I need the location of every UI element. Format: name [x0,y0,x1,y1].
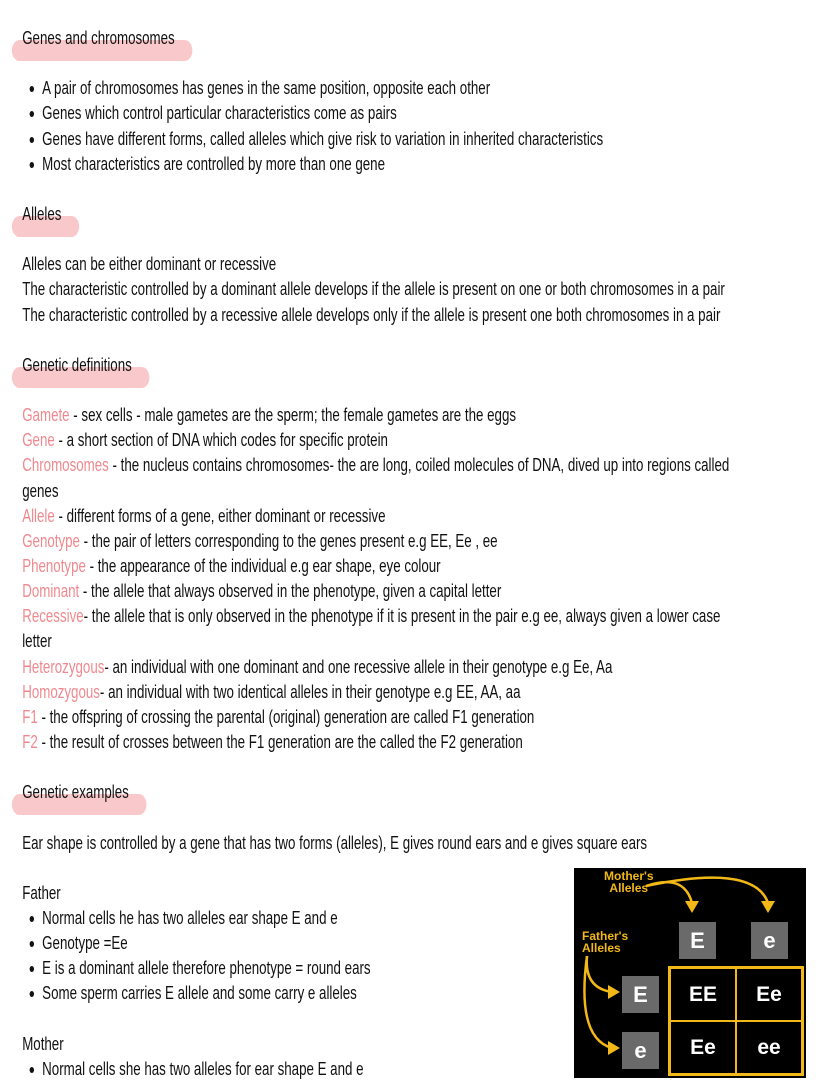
definition-text: - the result of crosses between the F1 generation are the called the F2 generation [37,731,523,752]
mother-allele-box: E [679,922,716,959]
definition-text: - the offspring of crossing the parental (original) generation are called F1 generation [37,706,535,727]
definition-term: Recessive [22,606,84,627]
definition-item [0,529,828,554]
section-heading: Genetic examples [0,780,828,805]
definition-term: Dominant [22,581,80,602]
bullet-icon [30,86,34,92]
definition-item [0,680,828,705]
definition-text: - different forms of a gene, either dominant or recessive [54,505,386,526]
definition-item [0,403,828,428]
definition-text: - the allele that is only observed in the phenotype if it is present in the pair e.g ee, always given a lower case [83,606,721,627]
definition-continuation: genes [22,480,59,501]
text-line: Ear shape is controlled by a gene that has two forms (alleles), E gives round ears and e gives square ears [22,832,648,853]
bullet-item: Normal cells she has two alleles for ear shape E and e [0,1057,828,1082]
bullet-icon [30,137,34,143]
definition-item [0,504,828,529]
definition-item [0,453,828,478]
definition-term: F2 [22,731,38,752]
definition-text: - sex cells - male gametes are the sperm; the female gametes are the eggs [69,405,517,426]
definition-item [0,730,828,755]
bullet-icon [30,941,34,947]
bullet-icon [30,991,34,997]
bullet-icon [30,966,34,972]
fathers-alleles-label: Father's Alleles [582,929,629,955]
mother-allele-box: e [751,922,788,959]
text-line: The characteristic controlled by a dominant allele develops if the allele is present on one or both chromosomes in a pair [22,279,725,300]
father-allele-box: E [622,976,659,1013]
definition-item [0,428,828,453]
bullet-icon [30,1067,34,1073]
bullet-item: Genes have different forms, called alleles which give risk to variation in inherited characteristics [0,127,828,152]
bullet-item: Genotype =Ee [0,931,828,956]
bullet-item: Most characteristics are controlled by more than one gene [0,152,828,177]
text-line: Alleles can be either dominant or recessive [22,254,277,275]
text-line: The characteristic controlled by a recessive allele develops only if the allele is present one both chromosomes in a pair [22,304,721,325]
definition-term: Allele [22,505,55,526]
definition-term: Heterozygous [22,656,105,677]
punnett-square-figure [574,868,806,1078]
section-heading: Genetic definitions [0,353,828,378]
punnett-cell: Ee [736,968,802,1021]
definition-text: - an individual with two identical alleles in their genotype e.g EE, AA, aa [99,681,521,702]
bullet-icon [30,162,34,168]
definition-item [0,579,828,604]
bullet-item: E is a dominant allele therefore phenotype = round ears [0,956,828,981]
definition-text: - the allele that always observed in the phenotype, given a capital letter [79,581,502,602]
punnett-grid [668,966,804,1076]
definition-text: - the appearance of the individual e.g ear shape, eye colour [85,555,441,576]
definition-text: - the pair of letters corresponding to the genes present e.g EE, Ee , ee [79,530,498,551]
punnett-cell: ee [736,1021,802,1074]
bullet-icon [30,111,34,117]
definitions-list [0,403,828,755]
definition-term: Gamete [22,405,70,426]
bullet-item: Some sperm carries E allele and some carry e alleles [0,981,828,1006]
father-label: Father [22,882,61,903]
definition-item [0,705,828,730]
definition-text: - the nucleus contains chromosomes- the are long, coiled molecules of DNA, dived up into regions called [108,455,730,476]
definition-term: F1 [22,706,38,727]
father-allele-box: e [622,1032,659,1069]
bullet-icon [30,916,34,922]
definition-term: Genotype [22,530,80,551]
definition-term: Homozygous [22,681,100,702]
definition-item [0,554,828,579]
bullet-item: Normal cells he has two alleles ear shape E and e [0,906,828,931]
punnett-cell: EE [670,968,736,1021]
mothers-alleles-label: Mother's Alleles [604,869,654,895]
definition-term: Chromosomes [22,455,109,476]
bullet-item: A pair of chromosomes has genes in the same position, opposite each other [0,76,828,101]
punnett-cell: Ee [670,1021,736,1074]
definition-text: - an individual with one dominant and one recessive allele in their genotype e.g Ee, Aa [104,656,613,677]
section-heading: Genes and chromosomes [0,26,828,51]
bullet-item: Genes which control particular characteristics come as pairs [0,101,828,126]
definition-item [0,655,828,680]
definition-text: - a short section of DNA which codes for specific protein [54,430,388,451]
section-heading: Alleles [0,202,828,227]
definition-item [0,604,828,629]
definition-continuation: letter [22,631,52,652]
mother-label: Mother [22,1033,64,1054]
definition-term: Gene [22,430,55,451]
definition-term: Phenotype [22,555,86,576]
